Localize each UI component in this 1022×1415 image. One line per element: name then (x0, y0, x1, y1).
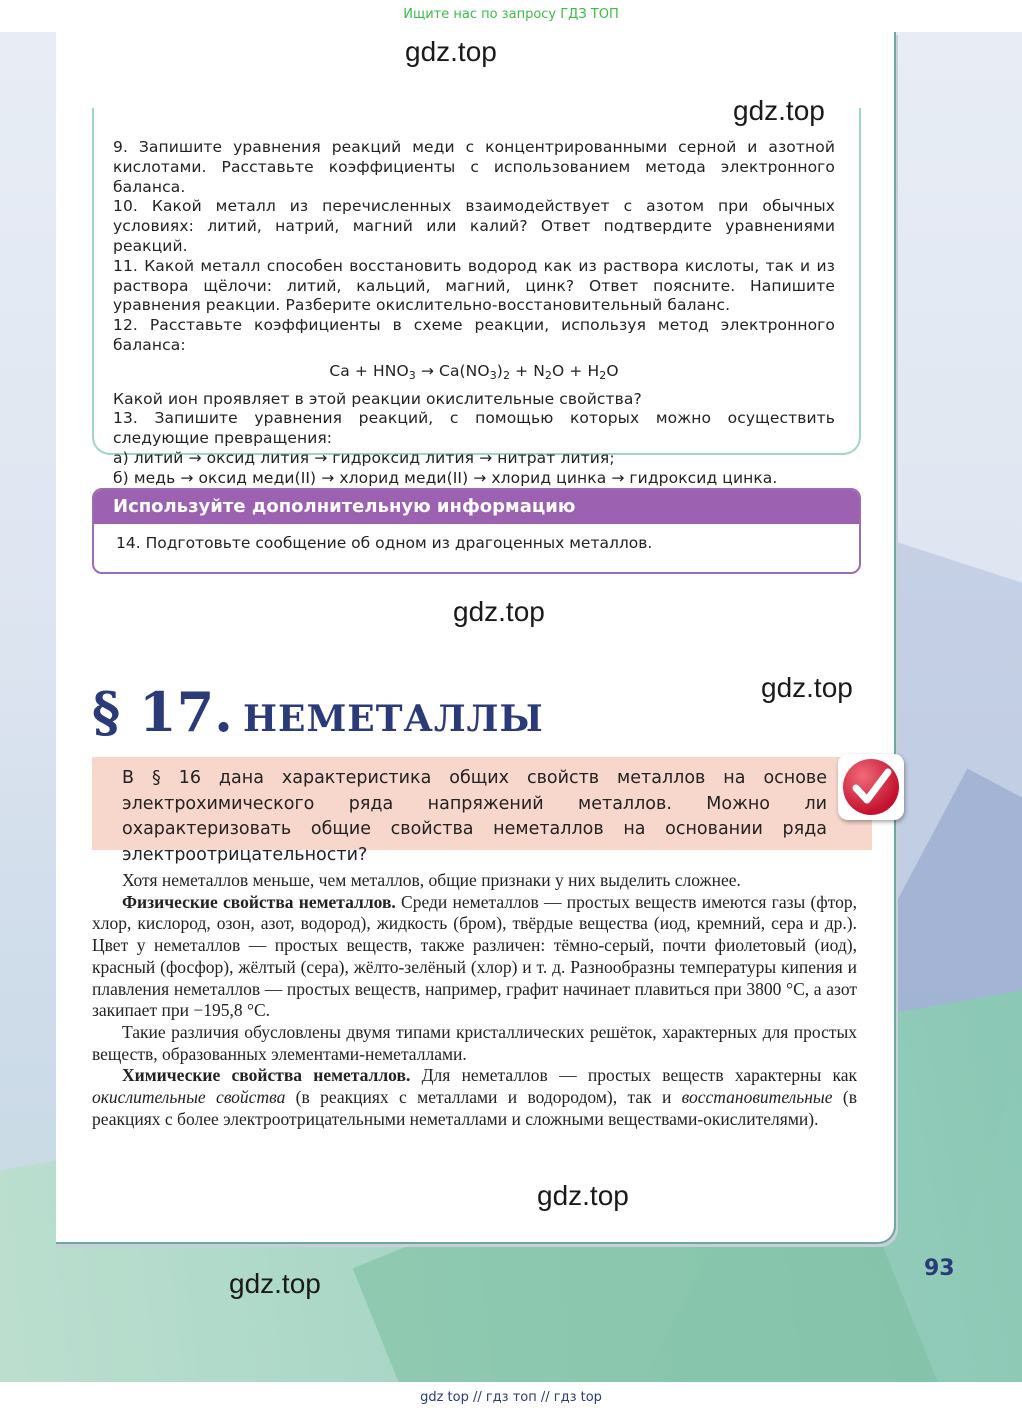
question-12b: Какой ион проявляет в этой реакции окислительные свойства? (113, 389, 642, 408)
body-text (92, 870, 857, 1130)
extra-info-box (92, 488, 861, 574)
questions-text (113, 138, 835, 489)
question-9: 9. Запишите уравнения реакций меди с концентрированными серной и азотной кислотами. Расставьте коэффициенты с использованием метода электронного баланса. (113, 138, 835, 196)
question-13b: б) медь → оксид меди(II) → хлорид меди(II) → хлорид цинка → гидроксид цинка. (113, 468, 778, 487)
question-12: 12. Расставьте коэффициенты в схеме реакции, используя метод электронного баланса: (113, 316, 835, 354)
top-banner-text: Ищите нас по запросу ГДЗ ТОП (403, 7, 619, 22)
body-paragraph-2: Физические свойства неметаллов. Среди неметаллов — простых веществ имеются газы (фтор, хлор, кислород, озон, азот, водород), жидкость (бром), твёрдые вещества (иод, кремний, сера и др.). Цвет у неметаллов — простых веществ, также различен: тёмно-серый, почти фиолетовый (иод), красный (фосфор), жёлтый (сера), жёлто-зелёный (хлор) и т. д. Разнообразны температуры кипения и плавления неметаллов — простых веществ, например, графит начинает плавиться при 3800 °С, а азот закипает при −195,8 °С. (92, 891, 857, 1021)
footer-text: gdz top // гдз топ // гдз top (420, 1390, 602, 1405)
watermark: gdz.top (405, 36, 497, 67)
checkmark-icon (838, 754, 904, 820)
body-paragraph-3: Такие различия обусловлены двумя типами кристаллических решёток, характерных для простых веществ, образованных элементами-неметаллами. (92, 1021, 857, 1064)
watermark: gdz.top (733, 95, 825, 126)
watermark: gdz.top (229, 1268, 321, 1299)
body-paragraph-1: Хотя неметаллов меньше, чем металлов, общие признаки у них выделить сложнее. (122, 870, 741, 890)
watermark: gdz.top (537, 1180, 629, 1211)
intro-text: В § 16 дана характеристика общих свойств металлов на основе электрохимического ряда напряжений металлов. Можно ли охарактеризовать общие свойства неметаллов на основании ряда электроотрицательности? (122, 768, 827, 865)
body-paragraph-4: Химические свойства неметаллов. Для неметаллов — простых веществ характерны как окислительные свойства (в реакциях с металлами и водородом), так и восстановительные (в реакциях с более электроотрицательными неметаллами и сложными веществами-окислителями). (92, 1065, 858, 1129)
question-10: 10. Какой металл из перечисленных взаимодействует с азотом при обычных условиях: литий, натрий, магний или калий? Ответ подтвердите уравнениями реакций. (113, 197, 835, 255)
question-13a: а) литий → оксид лития → гидроксид лития → нитрат лития; (113, 448, 615, 467)
question-14: 14. Подготовьте сообщение об одном из драгоценных металлов. (116, 534, 653, 552)
question-11: 11. Какой металл способен восстановить водород как из раствора кислоты, так и из раствора щёлочи: литий, кальций, магний, цинк? Ответ поясните. Напишите уравнения реакции. Разберите окислительно-восстановительный баланс. (113, 256, 835, 315)
reaction-equation: $Ca + HNO_3 \to Ca(NO_3)_2 + N_2O + H_2O$ (329, 361, 619, 382)
extra-info-title: Используйте дополнительную информацию (94, 490, 859, 524)
section-heading (92, 680, 544, 744)
section-title: НЕМЕТАЛЛЫ (243, 698, 544, 740)
watermark: gdz.top (761, 672, 853, 703)
watermark: gdz.top (453, 596, 545, 627)
section-number: § 17. (92, 680, 233, 744)
page-number: 93 (924, 1256, 955, 1281)
top-banner (0, 0, 1022, 32)
footer (0, 1382, 1022, 1415)
question-13: 13. Запишите уравнения реакций, с помощью которых можно осуществить следующие превращения: (113, 409, 835, 448)
